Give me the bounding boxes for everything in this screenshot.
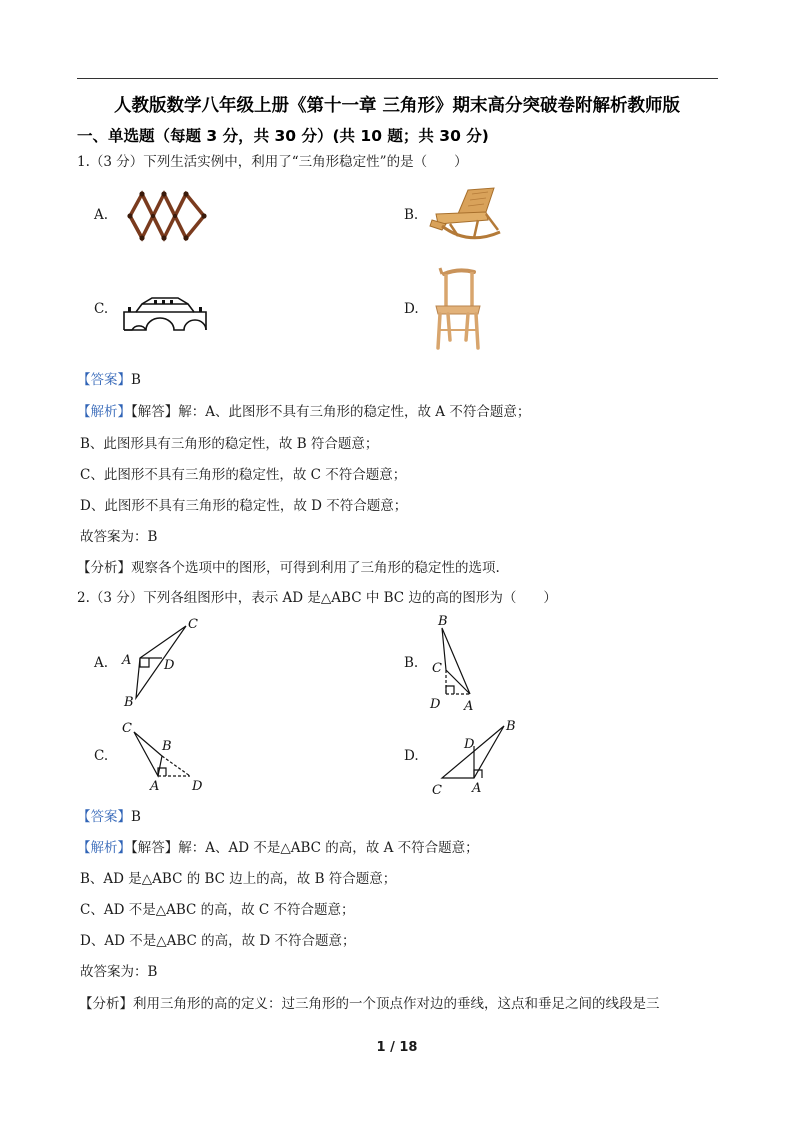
q1-option-c-bridge-image bbox=[122, 290, 208, 332]
q2-d-label-a: A bbox=[472, 781, 482, 796]
q2-analysis-line-5: 故答案为：B bbox=[80, 964, 158, 980]
q2-analysis-line-2: B、AD 是△ABC 的 BC 边上的高，故 B 符合题意； bbox=[80, 871, 397, 887]
q2-b-label-a: A bbox=[464, 699, 474, 714]
q1-answer-value: B bbox=[131, 372, 141, 388]
q2-option-b-triangle bbox=[428, 612, 488, 716]
q2-answer-tag: 【答案】 bbox=[77, 809, 131, 825]
q2-option-b-label: B. bbox=[404, 655, 419, 671]
q2-analysis-line-3: C、AD 不是△ABC 的高，故 C 不符合题意； bbox=[80, 902, 355, 918]
q2-option-c-triangle bbox=[118, 716, 214, 794]
q2-b-label-b: B bbox=[438, 614, 448, 629]
q1-fenxi-tag: 【分析】 bbox=[77, 560, 131, 576]
q2-c-label-a: A bbox=[150, 779, 160, 794]
q2-answer-value: B bbox=[131, 809, 141, 825]
q2-c-label-c: C bbox=[122, 721, 132, 736]
q2-d-label-c: C bbox=[432, 783, 442, 796]
q1-answer-tag: 【答案】 bbox=[77, 372, 131, 388]
q1-analysis-line-5: 故答案为：B bbox=[80, 529, 158, 545]
q2-d-label-d: D bbox=[464, 737, 475, 752]
q1-answer bbox=[77, 368, 141, 388]
q1-analysis-line-2: B、此图形具有三角形的稳定性，故 B 符合题意； bbox=[80, 436, 379, 452]
q2-d-label-b: B bbox=[506, 719, 516, 734]
q2-analysis-line-1: 【解析】【解答】解：A、AD 不是△ABC 的高，故 A 不符合题意； bbox=[77, 840, 479, 856]
section-heading: 一、单选题（每题 3 分，共 30 分）(共 10 题；共 30 分) bbox=[77, 127, 489, 145]
q2-analysis-line-4: D、AD 不是△ABC 的高，故 D 不符合题意； bbox=[80, 933, 356, 949]
q2-option-a-triangle bbox=[118, 614, 208, 712]
q1-analysis-tag: 【解析】 bbox=[77, 404, 131, 420]
q2-option-a-label: A. bbox=[94, 655, 109, 671]
q1-fenxi: 【分析】观察各个选项中的图形，可得到利用了三角形的稳定性的选项. bbox=[77, 560, 500, 576]
q1-option-a-lattice-image bbox=[124, 188, 210, 244]
q1-solution-tag: 【解答】 bbox=[131, 404, 179, 420]
q1-option-b-label: B. bbox=[404, 207, 419, 223]
q2-b-label-c: C bbox=[432, 661, 442, 676]
header-rule bbox=[77, 78, 718, 79]
q2-solution-tag: 【解答】 bbox=[131, 840, 179, 856]
q1-option-c-label: C. bbox=[94, 301, 109, 317]
q1-option-a-label: A. bbox=[94, 207, 109, 223]
q2-option-d-triangle bbox=[428, 712, 524, 796]
q1-option-b-recliner-image bbox=[428, 184, 506, 244]
q1-analysis-line-1: 【解析】【解答】解：A、此图形不具有三角形的稳定性，故 A 不符合题意； bbox=[77, 404, 531, 420]
q2-a-label-c: C bbox=[188, 617, 198, 632]
q2-a-label-a: A bbox=[122, 653, 132, 668]
q2-answer bbox=[77, 805, 141, 825]
q2-fenxi-tag: 【分析】 bbox=[79, 996, 133, 1012]
q1-analysis-line-3: C、此图形不具有三角形的稳定性，故 C 不符合题意； bbox=[80, 467, 407, 483]
q2-option-c-label: C. bbox=[94, 748, 109, 764]
q2-a-label-b: B bbox=[124, 695, 134, 710]
q2-fenxi: 【分析】利用三角形的高的定义：过三角形的一个顶点作对边的垂线，这点和垂足之间的线段是三 bbox=[79, 996, 660, 1012]
q1-option-d-chair-image bbox=[430, 266, 486, 350]
q2-c-label-d: D bbox=[192, 779, 203, 794]
page-number: 1 / 18 bbox=[376, 1040, 418, 1055]
q2-analysis-tag: 【解析】 bbox=[77, 840, 131, 856]
q2-stem: 2.（3 分）下列各组图形中，表示 AD 是△ABC 中 BC 边的高的图形为（ ） bbox=[77, 590, 557, 606]
q2-a-label-d: D bbox=[164, 658, 175, 673]
q2-option-d-label: D. bbox=[404, 748, 419, 764]
document-title: 人教版数学八年级上册《第十一章 三角形》期末高分突破卷附解析教师版 bbox=[113, 96, 681, 116]
q1-stem: 1.（3 分）下列生活实例中，利用了“三角形稳定性”的是（ ） bbox=[77, 154, 468, 170]
q2-b-label-d: D bbox=[430, 697, 441, 712]
q1-analysis-line-4: D、此图形不具有三角形的稳定性，故 D 不符合题意； bbox=[80, 498, 408, 514]
q2-c-label-b: B bbox=[162, 739, 172, 754]
q1-option-d-label: D. bbox=[404, 301, 419, 317]
